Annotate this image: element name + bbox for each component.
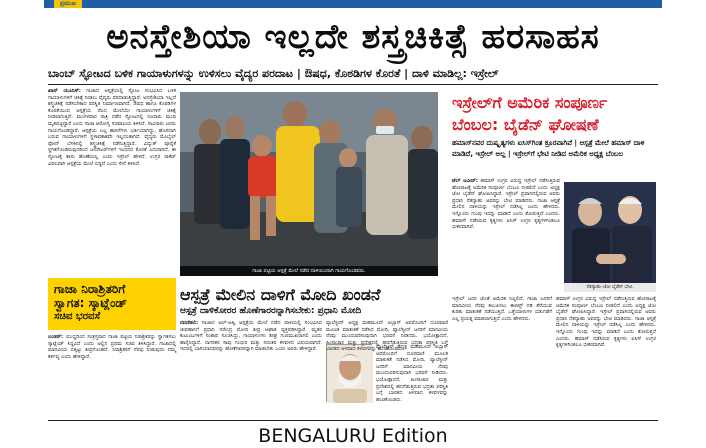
top-color-strip xyxy=(44,0,662,8)
yellow-line-2: ಸ್ವಾಗತ: ಸ್ಕಾಟ್ಲೆಂಡ್ xyxy=(54,296,127,310)
right-body-2b: ಹಮಾಸ್ ಉಗ್ರರ ವಿರುದ್ಧ ಇಸ್ರೇಲ್ ನಡೆಸುತ್ತಿರುವ ಹೋರಾಟಕ್ಕೆ ಅಮೆರಿಕ ಸಂಪೂರ್ಣ ಬೆಂಬಲ ನೀಡಲಿದೆ ಎಂದು ಅಧ್ಯಕ್ಷ ಜೋ ಬೈಡೆನ್ ಘೋಷಿಸಿದ್ದಾರೆ. ಇಸ್ರೇಲ್ ಪ್ರವಾಸದಲ್ಲಿರುವ ಅವರು ಪ್ರಧಾನಿ ನೆತನ್ಯಾಹು ಅವರನ್ನು ಭೇಟಿ ಮಾಡಿದರು. ಗಾಜಾ ಆಸ್ಪತ್ರೆ ಮೇಲಿನ ದಾಳಿಯನ್ನು ಇಸ್ರೇಲ್ ನಡೆಸಿಲ್ಲ ಎಂದು ಹೇಳಿದರು. ಇನ್ನೊಂದು ಗುಂಪು ಇದನ್ನು ಮಾಡಿದೆ ಎಂದು ತೋರುತ್ತದೆ ಎಂದರು. ಹಮಾಸ್ ನಡೆಸಿರುವ ಕೃತ್ಯಗಳು ಐಸಿಸ್ ಉಗ್ರರ ಕೃತ್ಯಗಳಿಗಿಂತಲೂ ಭೀಕರವಾಗಿವೆ. xyxy=(556,296,656,349)
bottom-rule xyxy=(48,420,658,421)
main-headline: ಅನಸ್ತೇಶಿಯಾ ಇಲ್ಲದೇ ಶಸ್ತ್ರಚಿಕಿತ್ಸೆ ಹರಸಾಹಸ xyxy=(106,17,600,57)
small-photo-illustration xyxy=(564,182,656,292)
modi-body-2a: ಪ್ಯಾಲೆಸ್ಟೀನ್ ಅಧ್ಯಕ್ಷ ಮಹಮೂದ್ ಅಬ್ಬಾಸ್ ಅವರೊಂದಿಗೆ ದೂರವಾಣಿ ಮೂಲಕ ಮಾತುಕತೆ ನಡೆಸಿದ ಮೋದಿ, ಪ್ಯಾಲೆಸ್ಟೀನ್ ಜನರಿಗೆ ಮಾನವೀಯ ನೆರವು ಮುಂದುವರಿಸುವುದಾಗಿ ಭರವಸೆ ನೀಡಿದರು. ಭಯೋತ್ಪಾದನೆ, ಹಿಂಸಾಚಾರ ಮತ್ತು ಪ್ರದೇಶದಲ್ಲಿ ಹದಗೆಡುತ್ತಿರುವ ಭದ್ರತಾ ಪರಿಸ್ಥಿತಿ ಬಗ್ಗೆ ಭಾರತದ ಆಳವಾದ ಕಳವಳವನ್ನು ಹಂಚಿಕೊಂಡರು. xyxy=(326,320,448,353)
modi-story-col2 xyxy=(376,344,448,420)
modi-body-1: ಗಾಜಾದ ಅಲ್-ಅಹ್ಲಿ ಆಸ್ಪತ್ರೆಯ ಮೇಲೆ ನಡೆದ ದಾಳಿಯಲ್ಲಿ ಸಂಭವಿಸಿದ ಜೀವಹಾನಿಗೆ ಪ್ರಧಾನಿ ನರೇಂದ್ರ ಮೋದಿ ತೀವ್ರ ಆಘಾತ ವ್ಯಕ್ತಪಡಿಸಿದ್ದಾರೆ. ಮೃತರ ಕುಟುಂಬಗಳಿಗೆ ಸಂತಾಪ ಸೂಚಿಸಿದ್ದು, ಗಾಯಾಳುಗಳು ಶೀಘ್ರ ಗುಣಮುಖರಾಗಲಿ ಎಂದು ಹಾರೈಸಿದ್ದಾರೆ. ನಾಗರಿಕರ ಸಾವು ಗಂಭೀರ ಮತ್ತು ನಿರಂತರ ಕಳವಳದ ವಿಷಯವಾಗಿದೆ. ಇದರಲ್ಲಿ ಭಾಗಿಯಾದವರನ್ನು ಹೊಣೆಗಾರರನ್ನಾಗಿ ಮಾಡಬೇಕು ಎಂದು ಅವರು ಹೇಳಿದ್ದಾರೆ. xyxy=(180,320,322,353)
right-body-2a: ಇಸ್ರೇಲ್ ಜನರ ಜೊತೆ ಅಮೆರಿಕ ನಿಲ್ಲಲಿದೆ. ಗಾಜಾ ಜನರಿಗೆ ಮಾನವೀಯ ನೆರವು ತಲುಪಿಸಲು ಈಜಿಪ್ಟ್ ಗಡಿ ತೆರೆಯುವ ಕುರಿತು ಮಾತುಕತೆ ನಡೆಯುತ್ತಿದೆ. ಒತ್ತೆಯಾಳುಗಳ ಬಿಡುಗಡೆಗೆ ಎಲ್ಲ ಪ್ರಯತ್ನ ಮಾಡಲಾಗುತ್ತಿದೆ ಎಂದು ಹೇಳಿದರು. xyxy=(452,296,552,322)
right-story-col2 xyxy=(452,296,552,420)
right-headline-line1: ಇಸ್ರೇಲ್‌ಗೆ ಅಮೆರಿಕ ಸಂಪೂರ್ಣ xyxy=(452,93,608,112)
modi-subhead: ಆಸ್ಪತ್ರೆ ದಾಳಿಕೋರರ ಹೊಣೆಗಾರರನ್ನಾಗಿಸಬೇಕು: ಪ್ರಧಾನಿ ಮೋದಿ xyxy=(180,306,362,316)
divider-rule xyxy=(48,84,658,85)
main-subline: ಬಾಂಬ್ ಸ್ಫೋಟದ ಬಳಿಕ ಗಾಯಾಳುಗಳನ್ನು ಉಳಿಸಲು ವೈದ್ಯರ ಪರದಾಟ | ಔಷಧ, ಕೊಠಡಿಗಳ ಕೊರತೆ | ದಾಳಿ ಮಾಡಿಲ್ಲ: ಇಸ್ರೇಲ್ xyxy=(48,67,499,80)
modi-story-col1 xyxy=(180,320,322,420)
right-subhead: ಹಮಾಸ್‌ನವರ ದುಷ್ಕೃತ್ಯಗಳು ಐಸಿಸ್‌ಗಿಂತ ಕ್ರೂರವಾಗಿವೆ | ಆಸ್ಪತ್ರೆ ಮೇಲೆ ಹಮಾಸ್ ದಾಳಿ ಮಾಡಿದೆ, ಇಸ್ರೇಲ್ ಅಲ್ಲ | ಇಸ್ರೇಲ್‌ಗೆ ಭೇಟಿ ನೀಡಿದ ಅಮೆರಿಕ ಅಧ್ಯಕ್ಷ ಬೆಂಬಲ xyxy=(452,139,645,158)
main-news-photo xyxy=(180,92,438,276)
modi-body-2: ಪ್ಯಾಲೆಸ್ಟೀನ್ ಅಧ್ಯಕ್ಷ ಮಹಮೂದ್ ಅಬ್ಬಾಸ್ ಅವರೊಂದಿಗೆ ದೂರವಾಣಿ ಮೂಲಕ ಮಾತುಕತೆ ನಡೆಸಿದ ಮೋದಿ, ಪ್ಯಾಲೆಸ್ಟೀನ್ ಜನರಿಗೆ ಮಾನವೀಯ ನೆರವು ಮುಂದುವರಿಸುವುದಾಗಿ ಭರವಸೆ ನೀಡಿದರು. ಭಯೋತ್ಪಾದನೆ, ಹಿಂಸಾಚಾರ ಮತ್ತು ಪ್ರದೇಶದಲ್ಲಿ ಹದಗೆಡುತ್ತಿರುವ ಭದ್ರತಾ ಪರಿಸ್ಥಿತಿ ಬಗ್ಗೆ ಭಾರತದ ಆಳವಾದ ಕಳವಳವನ್ನು ಹಂಚಿಕೊಂಡರು. xyxy=(376,344,448,403)
right-dateline: ಟೆಲ್ ಅವೀವ್: xyxy=(452,178,478,184)
modi-story-col2-top xyxy=(326,320,448,353)
edition-label: BENGALURU Edition xyxy=(0,424,706,448)
yellow-line-3: ಸಚಿವ ಭರವಸೆ xyxy=(54,311,101,322)
main-photo-caption: ಗಾಜಾ ಪಟ್ಟಿಯ ಆಸ್ಪತ್ರೆ ಮೇಲೆ ನಡೆದ ದಾಳಿಯಿಂದಾಗಿ ಗಾಯಗೊಂಡವರು. xyxy=(180,266,438,276)
small-photo-caption: ನೆತನ್ಯಾಹು–ಜೋ ಬೈಡೆನ್ ಭೇಟಿ. xyxy=(564,283,656,292)
yellow-dateline: ಲಂಡನ್: xyxy=(48,334,64,340)
biden-netanyahu-photo xyxy=(564,182,656,292)
yellow-box-story xyxy=(48,334,176,420)
right-story-col1 xyxy=(452,178,560,292)
left-dateline: ಖಾನ್ ಯೂನಿಸ್: xyxy=(48,88,81,94)
main-photo-illustration xyxy=(180,92,438,276)
left-body: ಗಾಜಾದ ಆಸ್ಪತ್ರೆಯಲ್ಲಿ ಸ್ಫೋಟ ಸಂಭವಿಸಿದ ಬಳಿಕ ಗಾಯಾಳುಗಳಿಗೆ ಚಿಕಿತ್ಸೆ ನೀಡಲು ವೈದ್ಯರು ಪರದಾಡುತ್ತಿದ್ದಾರೆ. ಅನಸ್ತೇಶಿಯಾ ಇಲ್ಲದೆ ಶಸ್ತ್ರಚಿಕಿತ್ಸೆ ನಡೆಸಬೇಕಾದ ಪರಿಸ್ಥಿತಿ ನಿರ್ಮಾಣವಾಗಿದೆ. ಔಷಧ ಹಾಗೂ ಕೊಠಡಿಗಳ ಕೊರತೆಯಿಂದ ಆಸ್ಪತ್ರೆಯ ನೆಲದ ಮೇಲೆಯೇ ಗಾಯಾಳುಗಳಿಗೆ ಚಿಕಿತ್ಸೆ ನೀಡಲಾಗುತ್ತಿದೆ. ಮಂಗಳವಾರ ರಾತ್ರಿ ನಡೆದ ಸ್ಫೋಟದಲ್ಲಿ ನೂರಾರು ಮಂದಿ ಮೃತಪಟ್ಟಿದ್ದಾರೆ ಎಂದು ಗಾಜಾ ಆರೋಗ್ಯ ಸಚಿವಾಲಯ ತಿಳಿಸಿದೆ. ಸಾವಿರಾರು ಜನರು ಗಾಯಗೊಂಡಿದ್ದಾರೆ. ಆಸ್ಪತ್ರೆಯ ಎಲ್ಲ ಹಾಸಿಗೆಗಳು ಭರ್ತಿಯಾಗಿದ್ದು, ಹೊಸದಾಗಿ ಬರುವ ಗಾಯಾಳುಗಳಿಗೆ ಸ್ಥಳಾವಕಾಶವೇ ಇಲ್ಲದಂತಾಗಿದೆ. ವೈದ್ಯರು ಮೊಬೈಲ್ ಫೋನ್ ಬೆಳಕಿನಲ್ಲಿ ಶಸ್ತ್ರಚಿಕಿತ್ಸೆ ನಡೆಸುತ್ತಿದ್ದಾರೆ. ವಿದ್ಯುತ್ ಪೂರೈಕೆ ಸ್ಥಗಿತಗೊಂಡಿರುವುದರಿಂದ ಜನರೇಟರ್‌ಗಳಿಗೆ ಇಂಧನದ ಕೊರತೆ ಎದುರಾಗಿದೆ. ಈ ಸ್ಫೋಟಕ್ಕೆ ತಾನು ಹೊಣೆಯಲ್ಲ ಎಂದು ಇಸ್ರೇಲ್ ಹೇಳಿದೆ. ಉಗ್ರರ ರಾಕೆಟ್ ವಿಫಲವಾಗಿ ಆಸ್ಪತ್ರೆಯ ಮೇಲೆ ಬಿದ್ದಿದೆ ಎಂದು ಸೇನೆ ತಿಳಿಸಿದೆ. xyxy=(48,88,176,167)
yellow-headline-box xyxy=(48,278,176,330)
right-headline-line2: ಬೆಂಬಲ: ಬೈಡೆನ್ ಘೋಷಣೆ xyxy=(452,115,599,134)
section-tag: ಪ್ರಮುಖ xyxy=(54,0,82,8)
modi-portrait-illustration xyxy=(327,345,373,403)
right-headline xyxy=(452,92,662,136)
yellow-body: ಯುದ್ಧದಿಂದ ಸಂತ್ರಸ್ತರಾದ ಗಾಜಾ ಪಟ್ಟಿಯ ನಿರಾಶ್ರಿತರನ್ನು ಸ್ವಾಗತಿಸಲು ಸ್ಕಾಟ್ಲೆಂಡ್ ಸಿದ್ಧವಿದೆ ಎಂದು ಅಲ್ಲಿನ ಪ್ರಥಮ ಸಚಿವ ತಿಳಿಸಿದ್ದಾರೆ. ಗಾಜಾದಲ್ಲಿ ಮಾನವೀಯ ಬಿಕ್ಕಟ್ಟು ತೀವ್ರಗೊಂಡಿದೆ. ನಿರಾಶ್ರಿತರಿಗೆ ನೆರವು ನೀಡುವುದು ನಮ್ಮ ಕರ್ತವ್ಯ ಎಂದು ಹೇಳಿದ್ದಾರೆ. xyxy=(48,334,176,360)
yellow-line-1: ಗಾಜಾ ನಿರಾಶ್ರಿತರಿಗೆ xyxy=(54,282,126,296)
modi-dateline: ನವದೆಹಲಿ: xyxy=(180,320,199,326)
left-column-story xyxy=(48,88,176,276)
right-body-1: ಹಮಾಸ್ ಉಗ್ರರ ವಿರುದ್ಧ ಇಸ್ರೇಲ್ ನಡೆಸುತ್ತಿರುವ ಹೋರಾಟಕ್ಕೆ ಅಮೆರಿಕ ಸಂಪೂರ್ಣ ಬೆಂಬಲ ನೀಡಲಿದೆ ಎಂದು ಅಧ್ಯಕ್ಷ ಜೋ ಬೈಡೆನ್ ಘೋಷಿಸಿದ್ದಾರೆ. ಇಸ್ರೇಲ್ ಪ್ರವಾಸದಲ್ಲಿರುವ ಅವರು ಪ್ರಧಾನಿ ನೆತನ್ಯಾಹು ಅವರನ್ನು ಭೇಟಿ ಮಾಡಿದರು. ಗಾಜಾ ಆಸ್ಪತ್ರೆ ಮೇಲಿನ ದಾಳಿಯನ್ನು ಇಸ್ರೇಲ್ ನಡೆಸಿಲ್ಲ ಎಂದು ಹೇಳಿದರು. ಇನ್ನೊಂದು ಗುಂಪು ಇದನ್ನು ಮಾಡಿದೆ ಎಂದು ತೋರುತ್ತದೆ ಎಂದರು. ಹಮಾಸ್ ನಡೆಸಿರುವ ಕೃತ್ಯಗಳು ಐಸಿಸ್ ಉಗ್ರರ ಕೃತ್ಯಗಳಿಗಿಂತಲೂ ಭೀಕರವಾಗಿವೆ. xyxy=(452,178,561,231)
right-story-col3 xyxy=(556,296,656,420)
modi-headline: ಆಸ್ಪತ್ರೆ ಮೇಲಿನ ದಾಳಿಗೆ ಮೋದಿ ಖಂಡನೆ xyxy=(180,285,381,304)
newspaper-page xyxy=(44,0,662,448)
